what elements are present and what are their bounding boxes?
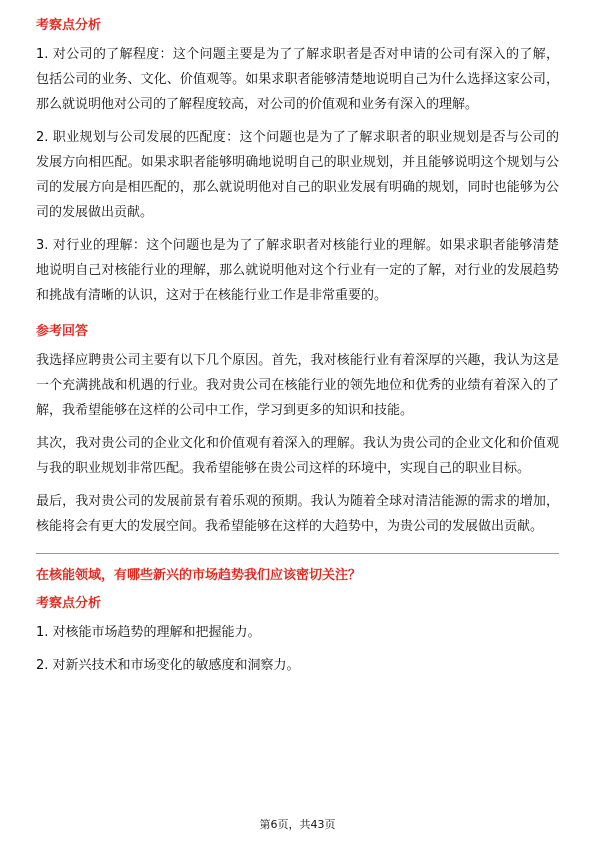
answer-paragraph-2: 其次，我对贵公司的企业文化和价值观有着深入的理解。我认为贵公司的企业文化和价值观与我的职业规划非常匹配。我希望能够在贵公司这样的环境中，实现自己的职业目标。: [36, 436, 559, 476]
document-page: [36, 16, 559, 678]
answer-paragraph-3: 最后，我对贵公司的发展前景有着乐观的预期。我认为随着全球对清洁能源的需求的增加，核能将会有更大的发展空间。我希望能够在这样的大趋势中，为贵公司的发展做出贡献。: [36, 494, 559, 534]
section-divider: [36, 553, 559, 554]
analysis-point-2: 2. 职业规划与公司发展的匹配度：这个问题也是为了了解求职者的职业规划是否与公司的发展方向相匹配。如果求职者能够明确地说明自己的职业规划，并且能够说明这个规划与公司的发展方向是相匹配的，那么就说明他对自己的职业发展有明确的规划，同时也能够为公司的发展做出贡献。: [36, 130, 559, 220]
section-title-analysis: 考察点分析: [36, 18, 102, 33]
section-title-reference-answer: 参考回答: [36, 324, 89, 339]
question-title: 在核能领域，有哪些新兴的市场趋势我们应该密切关注？: [36, 568, 362, 583]
section-title-analysis-2: 考察点分析: [36, 596, 102, 611]
analysis-point-1: 1. 对公司的了解程度：这个问题主要是为了了解求职者是否对申请的公司有深入的了解，包括公司的业务、文化、价值观等。如果求职者能够清楚地说明自己为什么选择这家公司，那么就说明他对公司的了解程度较高，对公司的价值观和业务有深入的理解。: [36, 47, 559, 112]
page-footer: 第6页，共43页: [259, 818, 336, 831]
analysis2-point-2: 2. 对新兴技术和市场变化的敏感度和洞察力。: [36, 658, 300, 673]
answer-paragraph-1: 我选择应聘贵公司主要有以下几个原因。首先，我对核能行业有着深厚的兴趣，我认为这是一个充满挑战和机遇的行业。我对贵公司在核能行业的领先地位和优秀的业绩有着深入的了解，我希望能够在这样的公司中工作，学习到更多的知识和技能。: [36, 353, 559, 418]
analysis-point-3: 3. 对行业的理解：这个问题也是为了了解求职者对核能行业的理解。如果求职者能够清楚地说明自己对核能行业的理解，那么就说明他对这个行业有一定的了解，对行业的发展趋势和挑战有清晰的认识，这对于在核能行业工作是非常重要的。: [36, 238, 559, 303]
analysis2-point-1: 1. 对核能市场趋势的理解和把握能力。: [36, 625, 261, 640]
